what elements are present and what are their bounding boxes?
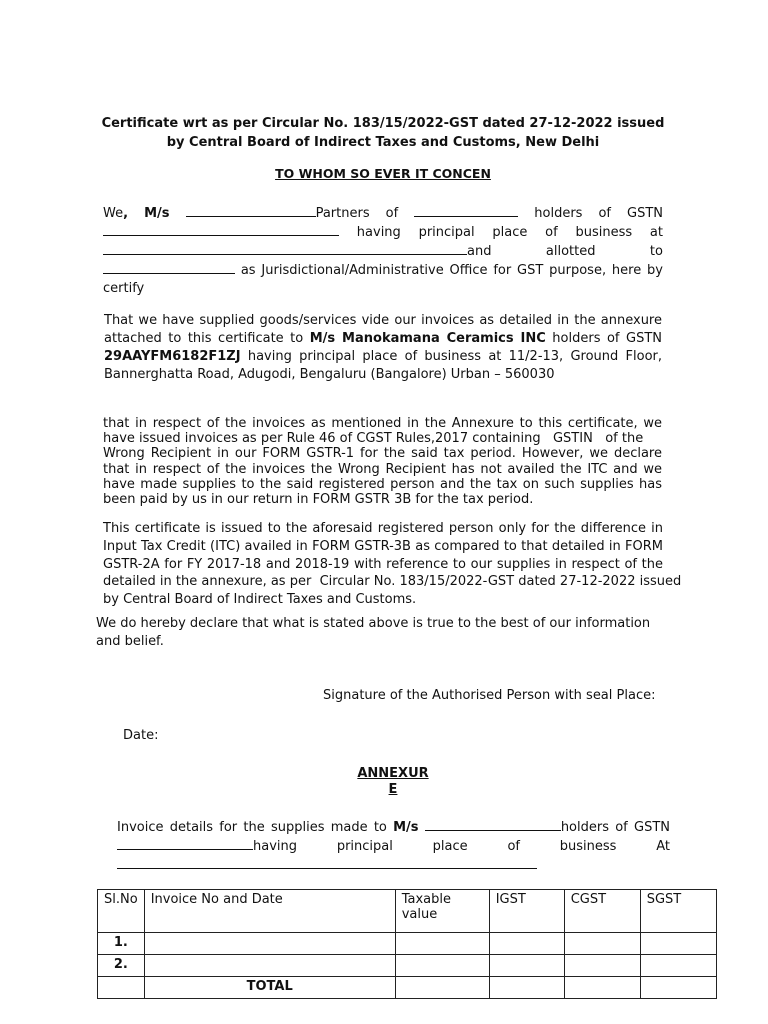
blank-recipient-address	[117, 856, 537, 869]
row-number: 2.	[98, 955, 145, 977]
gstn-number: 29AAYFM6182F1ZJ	[104, 349, 241, 364]
blank-recipient	[425, 818, 561, 831]
blank-partners	[414, 204, 518, 217]
p5-line-2: and belief.	[96, 634, 164, 649]
table-cell	[640, 955, 716, 977]
table-header-row	[98, 890, 717, 933]
table-cell	[489, 955, 564, 977]
having-principal-label: having principal place of business at	[356, 225, 663, 240]
table-row	[98, 933, 717, 955]
invoice-table	[97, 889, 717, 999]
table-cell	[489, 977, 564, 999]
p3-line-5: have made supplies to the said registered person and the tax on such supplies has	[103, 476, 662, 492]
table-cell	[144, 955, 395, 977]
blank-office	[103, 261, 235, 274]
p1-line-3	[103, 242, 663, 261]
company-name: M/s Manokamana Ceramics INC	[309, 331, 546, 346]
p3-line-3: Wrong Recipient in our FORM GSTR-1 for the said tax period. However, we declare	[103, 446, 662, 462]
table-cell	[395, 933, 489, 955]
declaration-paragraph-1	[103, 204, 663, 298]
to-whom-heading: TO WHOM SO EVER IT CONCEN	[275, 166, 491, 181]
table-row	[98, 955, 717, 977]
row-number: 1.	[98, 933, 145, 955]
declaration-paragraph-3	[103, 416, 662, 507]
blank-address	[103, 242, 467, 255]
declaration-paragraph-2	[104, 312, 662, 384]
p2-line-1: That we have supplied goods/services vide our invoices as detailed in the annexure	[104, 313, 662, 328]
invoice-intro-line-1: Invoice details for the supplies made to M/s holders of GSTN	[117, 820, 670, 835]
header-taxable: Taxable value	[395, 890, 489, 933]
p1-line-1: We, M/s Partners of holders of GSTN	[103, 206, 664, 221]
p2-line-2: attached to this certificate to M/s Manokamana Ceramics INC holders of GSTN	[104, 331, 663, 346]
table-cell	[640, 933, 716, 955]
p3-line-1: that in respect of the invoices as mentioned in the Annexure to this certificate, we	[103, 416, 662, 431]
signature-label: Signature of the Authorised Person with seal Place:	[323, 688, 656, 703]
p4-line-3: GSTR-2A for FY 2017-18 and 2018-19 with reference to our supplies in respect of the	[103, 556, 663, 572]
declaration-paragraph-4	[103, 520, 682, 609]
header-sgst: SGST	[640, 890, 716, 933]
and-allotted-label: and allotted to	[467, 244, 663, 259]
p1-line-2	[103, 223, 663, 242]
table-cell	[144, 933, 395, 955]
p2-line-3: 29AAYFM6182F1ZJ having principal place of business at 11/2-13, Ground Floor,	[104, 349, 662, 364]
table-cell	[98, 977, 145, 999]
blank-firm-name	[186, 204, 316, 217]
table-cell	[564, 933, 640, 955]
declaration-paragraph-5	[96, 615, 656, 651]
table-cell	[395, 955, 489, 977]
date-label: Date:	[123, 728, 159, 743]
p3-line-2: have issued invoices as per Rule 46 of CGST Rules,2017 containing GSTIN of the	[103, 431, 644, 447]
total-label: TOTAL	[144, 977, 395, 999]
p4-line-2: Input Tax Credit (ITC) availed in FORM GSTR-3B as compared to that detailed in FORM	[103, 538, 663, 554]
certify-label: certify	[103, 281, 145, 296]
p3-line-4: that in respect of the invoices the Wrong Recipient has not availed the ITC and we	[103, 461, 662, 477]
p1-line-4	[103, 261, 663, 280]
header-cgst: CGST	[564, 890, 640, 933]
header-slno: Sl.No	[98, 890, 145, 933]
annexure-heading: ANNEXUR E	[357, 766, 429, 797]
jurisdictional-label: as Jurisdictional/Administrative Office for GST purpose, here by	[240, 263, 663, 278]
p5-line-1: We do hereby declare that what is stated above is true to the best of our information	[96, 616, 651, 631]
table-cell	[564, 977, 640, 999]
table-cell	[640, 977, 716, 999]
holders-gstn-label: holders of GSTN	[534, 206, 664, 221]
p4-line-1: This certificate is issued to the aforesaid registered person only for the difference in	[103, 521, 663, 536]
p4-line-4: detailed in the annexure, as per Circular No. 183/15/2022-GST dated 27-12-2022 issued	[103, 574, 682, 590]
certificate-title	[100, 114, 666, 152]
header-igst: IGST	[489, 890, 564, 933]
table-cell	[489, 933, 564, 955]
invoice-intro	[117, 818, 670, 875]
partners-of-label: Partners of	[315, 206, 399, 221]
table-total-row	[98, 977, 717, 999]
p2-line-4: Bannerghatta Road, Adugodi, Bengaluru (Bangalore) Urban – 560030	[104, 367, 555, 382]
p3-line-6: been paid by us in our return in FORM GSTR 3B for the tax period.	[103, 492, 534, 508]
ms-label: M/s	[144, 206, 170, 221]
p4-line-5: by Central Board of Indirect Taxes and Customs.	[103, 592, 417, 608]
blank-gstn	[103, 223, 339, 236]
invoice-intro-line-2: having principal place of business At	[117, 837, 670, 856]
blank-recipient-gstn	[117, 837, 253, 850]
title-line-1: Certificate wrt as per Circular No. 183/15/2022-GST dated 27-12-2022 issued	[101, 116, 665, 131]
table-cell	[395, 977, 489, 999]
invoice-intro-line-3	[117, 856, 670, 875]
title-line-2: by Central Board of Indirect Taxes and Customs, New Delhi	[166, 135, 600, 150]
header-invoice: Invoice No and Date	[144, 890, 395, 933]
table-cell	[564, 955, 640, 977]
we-label: We	[103, 206, 124, 221]
